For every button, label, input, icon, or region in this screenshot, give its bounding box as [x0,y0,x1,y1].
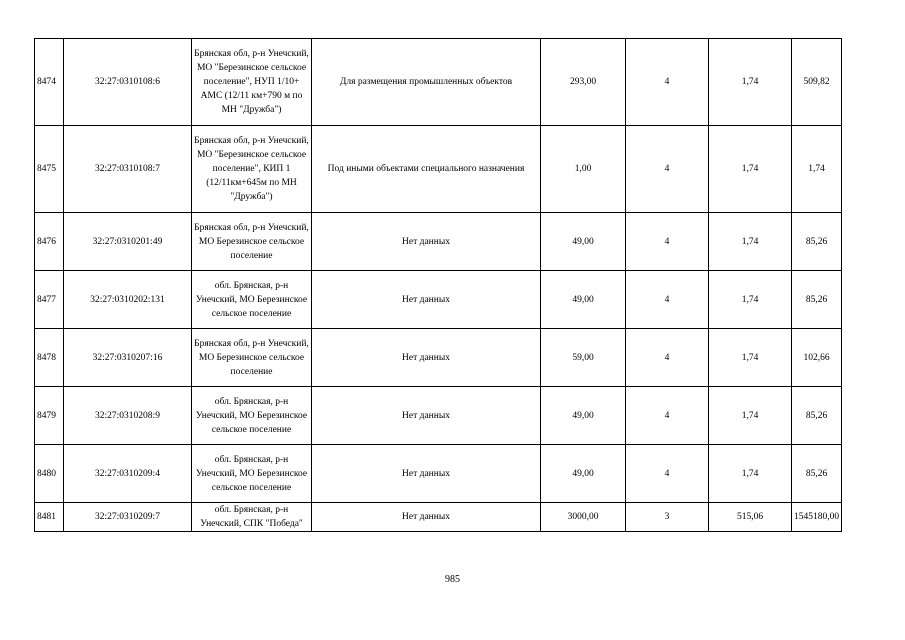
cell-cadastral: 32:27:0310207:16 [64,329,192,387]
land-plots-table [34,38,842,532]
cell-use: Нет данных [312,445,541,503]
cell-rate: 1,74 [709,39,792,126]
cell-use: Под иными объектами специального назначения [312,126,541,213]
cell-amount: 85,26 [792,445,842,503]
cell-address: обл. Брянская, р-н Унечский, МО Березинское сельское поселение [192,445,312,503]
cell-num: 8480 [35,445,64,503]
page-number: 985 [445,574,460,585]
cell-address: обл. Брянская, р-н Унечский, СПК "Победа" [192,503,312,532]
cell-address: Брянская обл, р-н Унечский, МО Березинское сельское поселение [192,329,312,387]
cell-use: Нет данных [312,503,541,532]
cell-num: 8475 [35,126,64,213]
cell-amount: 85,26 [792,271,842,329]
cell-cadastral: 32:27:0310208:9 [64,387,192,445]
cell-num: 8478 [35,329,64,387]
cell-category: 4 [626,271,709,329]
cell-address: Брянская обл, р-н Унечский, МО "Березинское сельское поселение", НУП 1/10+ АМС (12/11 км+790 м по МН "Дружба") [192,39,312,126]
cell-amount: 85,26 [792,213,842,271]
cell-use: Нет данных [312,271,541,329]
cell-category: 4 [626,213,709,271]
cell-num: 8474 [35,39,64,126]
cell-rate: 515,06 [709,503,792,532]
cell-amount: 1,74 [792,126,842,213]
cell-area: 49,00 [541,445,626,503]
cell-use: Нет данных [312,387,541,445]
cell-area: 293,00 [541,39,626,126]
cell-num: 8479 [35,387,64,445]
cell-category: 4 [626,445,709,503]
cell-address: обл. Брянская, р-н Унечский, МО Березинское сельское поселение [192,271,312,329]
cell-cadastral: 32:27:0310209:7 [64,503,192,532]
cell-address: Брянская обл, р-н Унечский, МО "Березинское сельское поселение", КИП 1 (12/11км+645м по МН "Дружба") [192,126,312,213]
cell-area: 3000,00 [541,503,626,532]
cell-rate: 1,74 [709,271,792,329]
cell-rate: 1,74 [709,213,792,271]
cell-category: 4 [626,126,709,213]
cell-cadastral: 32:27:0310202:131 [64,271,192,329]
table-row [35,329,842,387]
cell-amount: 85,26 [792,387,842,445]
cell-num: 8476 [35,213,64,271]
cell-area: 49,00 [541,387,626,445]
cell-area: 49,00 [541,271,626,329]
table-row [35,271,842,329]
cell-category: 3 [626,503,709,532]
cell-category: 4 [626,329,709,387]
cell-cadastral: 32:27:0310209:4 [64,445,192,503]
cell-category: 4 [626,39,709,126]
cell-address: обл. Брянская, р-н Унечский, МО Березинское сельское поселение [192,387,312,445]
cell-rate: 1,74 [709,329,792,387]
cell-address: Брянская обл, р-н Унечский, МО Березинское сельское поселение [192,213,312,271]
table-row [35,387,842,445]
table-row [35,503,842,532]
cell-category: 4 [626,387,709,445]
cell-rate: 1,74 [709,445,792,503]
cell-cadastral: 32:27:0310108:6 [64,39,192,126]
cell-amount: 1545180,00 [792,503,842,532]
table-row [35,39,842,126]
table-row [35,213,842,271]
cell-area: 59,00 [541,329,626,387]
cell-num: 8481 [35,503,64,532]
cell-amount: 102,66 [792,329,842,387]
cell-amount: 509,82 [792,39,842,126]
cell-cadastral: 32:27:0310201:49 [64,213,192,271]
cell-use: Нет данных [312,213,541,271]
table-row [35,445,842,503]
cell-area: 1,00 [541,126,626,213]
cell-use: Нет данных [312,329,541,387]
cell-cadastral: 32:27:0310108:7 [64,126,192,213]
cell-use: Для размещения промышленных объектов [312,39,541,126]
cell-rate: 1,74 [709,387,792,445]
cell-rate: 1,74 [709,126,792,213]
cell-num: 8477 [35,271,64,329]
cell-area: 49,00 [541,213,626,271]
table-row [35,126,842,213]
